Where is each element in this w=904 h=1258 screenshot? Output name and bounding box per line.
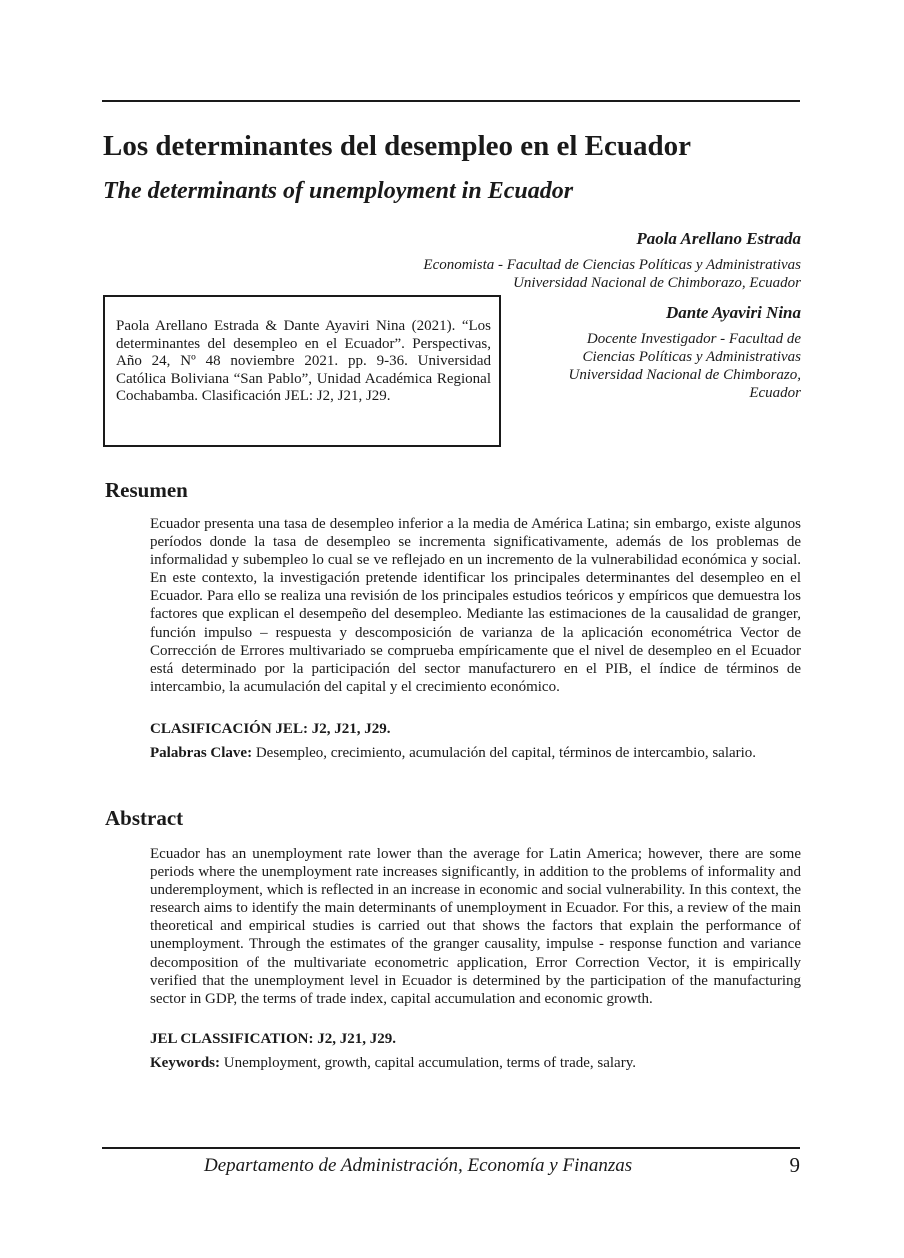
resumen-heading: Resumen <box>105 478 188 502</box>
affiliation-line: Ciencias Políticas y Administrativas <box>582 349 801 365</box>
resumen-keywords <box>150 744 801 762</box>
page-number: 9 <box>789 1153 800 1177</box>
author-name: Paola Arellano Estrada <box>636 229 801 248</box>
affiliation-line: Ecuador <box>749 385 801 401</box>
abstract-body: Ecuador has an unemployment rate lower than the average for Latin America; however, there are some periods where the unemployment rate increases significantly, in addition to the problems of informality and underemployment, which is reflected in an increase in economic and social vulnerability. In this context, the research aims to identify the main determinants of unemployment in Ecuador. For this, a review of the main theoretical and empirical studies is carried out that shows the factors that explain the performance of unemployment. Through the estimates of the granger causality, impulse - response function and variance decomposition of the multivariate econometric application, Error Correction Vector, it is empirically verified that the unemployment level in Ecuador is determined by the participation of the manufacturing sector in GDP, the terms of trade index, capital accumulation and economic growth. <box>150 846 801 1007</box>
resumen-jel: CLASIFICACIÓN JEL: J2, J21, J29. <box>150 721 391 737</box>
affiliation-line: Docente Investigador - Facultad de <box>586 331 801 347</box>
affiliation-line: Economista - Facultad de Ciencias Políticas y Administrativas <box>423 257 801 273</box>
footer-rule <box>102 1147 800 1149</box>
keywords-text: Unemployment, growth, capital accumulation, terms of trade, salary. <box>223 1055 636 1071</box>
author-affiliation <box>511 330 801 402</box>
citation-box: Paola Arellano Estrada & Dante Ayaviri Nina (2021). “Los determinantes del desempleo en el Ecuador”. Perspectivas, Año 24, Nº 48 noviembre 2021. pp. 9-36. Universidad Católica Boliviana “San Pablo”, Unidad Académica Regional Cochabamba. Clasificación JEL: J2, J21, J29. <box>103 295 501 447</box>
resumen-body: Ecuador presenta una tasa de desempleo inferior a la media de América Latina; sin embargo, existe algunos períodos donde la tasa de desempleo se incrementa significativamente, además de los problemas de informalidad y subempleo lo cual se ve reflejado en un incremento de la vulnerabilidad económica y social. En este contexto, la investigación pretende identificar los principales determinantes del desempleo en el Ecuador. Para ello se realiza una revisión de los principales estudios teóricos y empíricos que demuestra los factores que explican el desempeño del desempleo. Mediante las estimaciones de la causalidad de granger, función impulso – respuesta y descomposición de varianza de la aplicación econométrica Vector de Corrección de Errores multivariado se comprueba empíricamente que el nivel de desempleo en el Ecuador está determinado por la participación del sector manufacturero en el PIB, el índice de términos de intercambio, la acumulación del capital y el crecimiento económico. <box>150 516 801 695</box>
abstract-jel: JEL CLASSIFICATION: J2, J21, J29. <box>150 1031 397 1047</box>
keywords-label: Keywords: <box>150 1055 220 1071</box>
keywords-text: Desempleo, crecimiento, acumulación del capital, términos de intercambio, salario. <box>255 745 757 761</box>
author-block-2 <box>511 302 801 402</box>
abstract-keywords <box>150 1054 801 1072</box>
keywords-label: Palabras Clave: <box>150 745 253 761</box>
author-affiliation <box>301 256 801 292</box>
author-block-1 <box>301 228 801 292</box>
affiliation-line: Universidad Nacional de Chimborazo, Ecuador <box>513 275 801 291</box>
paper-title: Los determinantes del desempleo en el Ecuador <box>103 130 692 162</box>
paper-subtitle: The determinants of unemployment in Ecuador <box>103 178 574 204</box>
header-rule <box>102 100 800 102</box>
affiliation-line: Universidad Nacional de Chimborazo, <box>568 367 801 383</box>
author-name: Dante Ayaviri Nina <box>665 303 801 322</box>
footer-department: Departamento de Administración, Economía y Finanzas <box>204 1155 633 1176</box>
abstract-heading: Abstract <box>105 806 184 830</box>
